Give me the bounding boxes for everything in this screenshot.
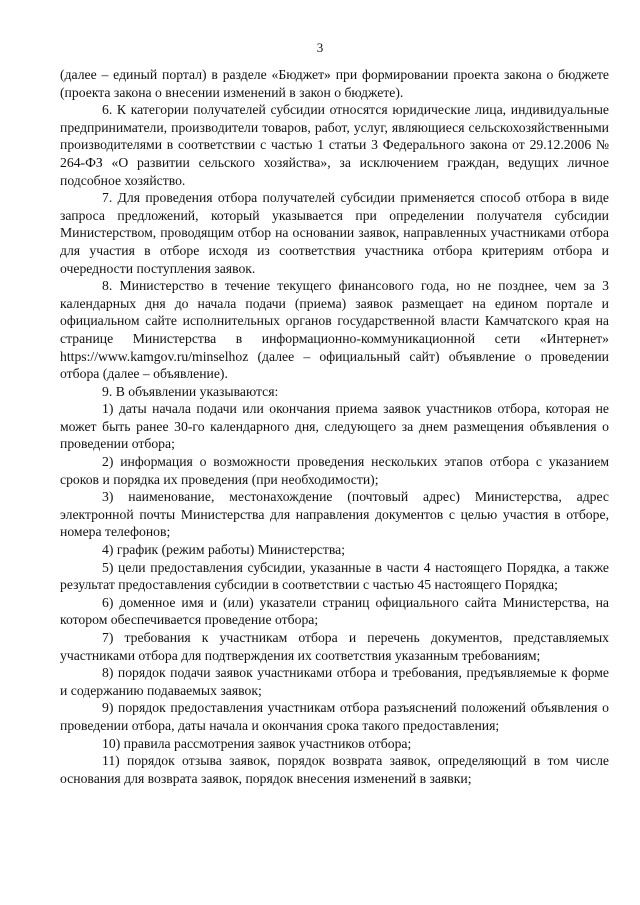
list-item-8: 8) порядок подачи заявок участниками отбора и требования, предъявляемые к форме и содержанию подаваемых заявок; xyxy=(60,665,609,698)
paragraph-8: 8. Министерство в течение текущего финансового года, но не позднее, чем за 3 календарных дня до начала подачи (приема) заявок размещает на едином портале и официальном сайте исполнительных органов государственной власти Камчатского края на странице Министерства в информационно-коммуникационной сети «Интернет» https://www.kamgov.ru/minselhoz (далее – официальный сайт) объявление о проведении отбора (далее – объявление). xyxy=(60,278,609,382)
list-item-5: 5) цели предоставления субсидии, указанные в части 4 настоящего Порядка, а также результат предоставления субсидии в соответствии с частью 45 настоящего Порядка; xyxy=(60,559,609,593)
list-item-3: 3) наименование, местонахождение (почтовый адрес) Министерства, адрес электронной почты Министерства для направления документов с целью участия в отборе, номера телефонов; xyxy=(60,489,609,540)
list-item-6: 6) доменное имя и (или) указатели страниц официального сайта Министерства, на котором обеспечивается проведение отбора; xyxy=(60,594,609,628)
paragraph-continuation: (далее – единый портал) в разделе «Бюджет» при формировании проекта закона о бюджете (проекта закона о внесении изменений в закон о бюджете). xyxy=(60,67,609,100)
document-body xyxy=(60,66,609,787)
paragraph-9: 9. В объявлении указываются: xyxy=(102,383,279,399)
list-item-11: 11) порядок отзыва заявок, порядок возврата заявок, определяющий в том числе основания для возврата заявок, порядок внесения изменений в заявки; xyxy=(60,753,609,786)
list-item-10: 10) правила рассмотрения заявок участников отбора; xyxy=(102,735,412,751)
list-item-1: 1) даты начала подачи или окончания приема заявок участников отбора, которая не может быть ранее 30-го календарного дня, следующего за днем размещения объявления о проведении отбора; xyxy=(60,401,609,452)
paragraph-7: 7. Для проведения отбора получателей субсидии применяется способ отбора в виде запроса предложений, который указывается при определении получателя субсидии Министерством, проводящим отбор на основании заявок, направленных участниками отбора для участия в отборе исходя из соответствия участника отбора критериям отбора и очередности поступления заявок. xyxy=(60,190,609,276)
list-item-9: 9) порядок предоставления участникам отбора разъяснений положений объявления о проведении отбора, даты начала и окончания срока такого предоставления; xyxy=(60,700,609,733)
list-item-7: 7) требования к участникам отбора и перечень документов, представляемых участниками отбора для подтверждения их соответствия указанным требованиям; xyxy=(60,630,609,663)
page-number: 3 xyxy=(316,40,324,55)
list-item-2: 2) информация о возможности проведения нескольких этапов отбора с указанием сроков и порядка их проведения (при необходимости); xyxy=(60,454,609,487)
paragraph-6: 6. К категории получателей субсидии относятся юридические лица, индивидуальные предприниматели, производители товаров, работ, услуг, являющиеся сельскохозяйственными производителями в соответствии с частью 1 статьи 3 Федерального закона от 29.12.2006 № 264-ФЗ «О развитии сельского хозяйства», за исключением граждан, ведущих личное подсобное хозяйство. xyxy=(60,102,609,188)
list-item-4: 4) график (режим работы) Министерства; xyxy=(102,542,346,558)
